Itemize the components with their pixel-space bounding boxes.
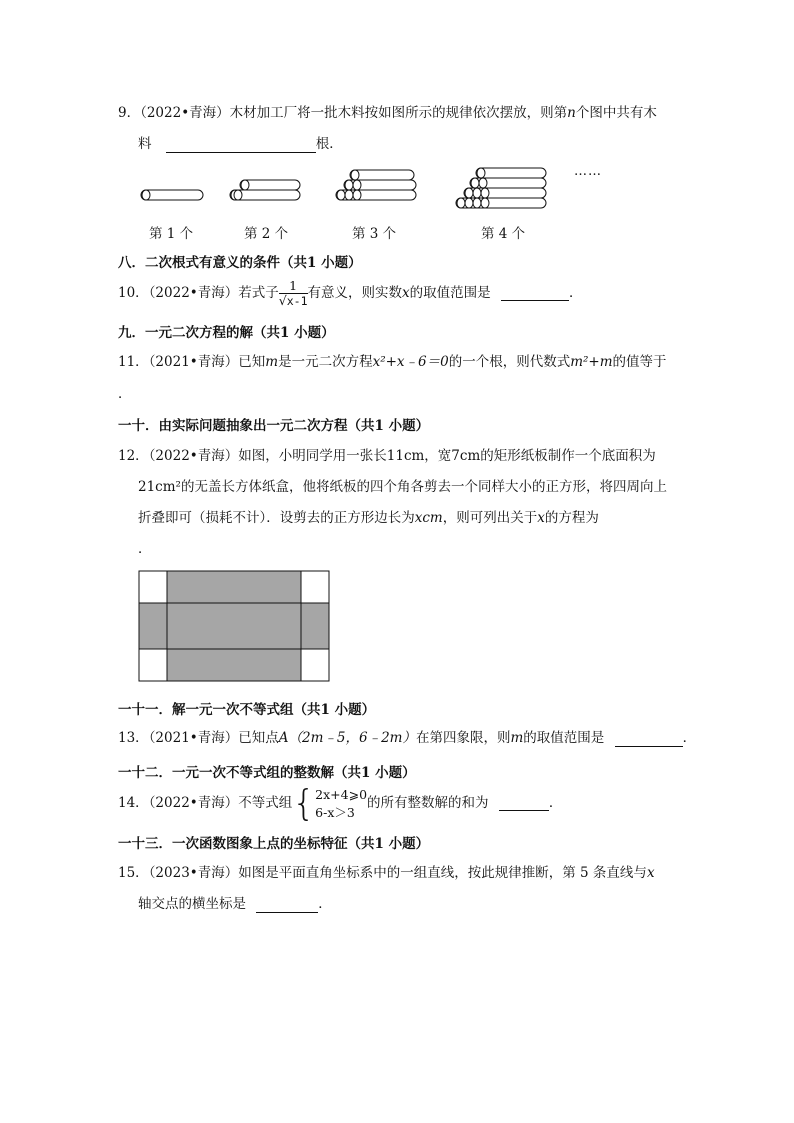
- q15-line1: 15．（2023•青海）如图是平面直角坐标系中的一组直线，按此规律推断，第 5 条直线与x: [118, 865, 655, 881]
- section-heading-13: 一十三．一次函数图象上点的坐标特征（共1 小题）: [118, 836, 430, 852]
- q10-line: 10．（2022•青海）若式子 $\frac{1}{√x-1}$ 有意义，则实数x的取值范围是 ．: [118, 278, 583, 308]
- q9-source: （2022•青海）: [140, 105, 230, 121]
- section-heading-9: 九．一元二次方程的解（共1 小题）: [118, 325, 335, 341]
- q12-line3: 折叠即可（损耗不计）．设剪去的正方形边长为xcm，则可列出关于x的方程为: [138, 510, 599, 526]
- caption-4: 第 4 个: [481, 226, 526, 242]
- q10-fraction: $\frac{1}{√x-1}$: [278, 278, 308, 308]
- q13-line: 13．（2021•青海）已知点A（2m﹣5，6﹣2m）在第四象限，则m的取值范围是 ．: [118, 730, 697, 746]
- section-heading-10: 一十．由实际问题抽象出一元二次方程（共1 小题）: [118, 418, 430, 434]
- q9-ellipsis: ……: [574, 164, 602, 179]
- q15-answer-blank[interactable]: [256, 898, 318, 913]
- q10-answer-blank[interactable]: [501, 286, 569, 301]
- section-heading-11: 一十一．解一元一次不等式组（共1 小题）: [118, 702, 376, 718]
- q13-answer-blank[interactable]: [615, 732, 683, 747]
- q12-figure: [138, 570, 338, 690]
- section-heading-8: 八．二次根式有意义的条件（共1 小题）: [118, 255, 362, 271]
- caption-3: 第 3 个: [352, 226, 397, 242]
- section-heading-12: 一十二．一元一次不等式组的整数解（共1 小题）: [118, 765, 416, 781]
- caption-2: 第 2 个: [244, 226, 289, 242]
- q9-number: 9．: [118, 105, 141, 121]
- q12-line1: 12．（2022•青海）如图，小明同学用一张长11cm，宽7cm的矩形纸板制作一个底面积为: [118, 448, 656, 464]
- q12-line2: 21cm²的无盖长方体纸盒，他将纸板的四个角各剪去一个同样大小的正方形，将四周向上: [138, 479, 667, 495]
- q14-answer-blank[interactable]: [499, 796, 549, 811]
- q9-line2: 料 根．: [138, 136, 343, 152]
- log-figure-3: [336, 170, 416, 200]
- sqrt-icon: √: [278, 293, 287, 308]
- q12-line4: ．: [138, 541, 152, 557]
- caption-1: 第 1 个: [149, 226, 194, 242]
- log-figure-1: [141, 190, 203, 200]
- log-figure-2: [230, 180, 300, 200]
- q14-inequality-system: 2x+4⩾0 6-x＞3: [315, 786, 368, 820]
- q14-line: 14．（2022•青海）不等式组{ 2x+4⩾0 6-x＞3 的所有整数解的和为 ．: [118, 782, 563, 824]
- q11-line2: ．: [118, 386, 132, 402]
- q9-line1: 9．（2022•青海）木材加工厂将一批木料按如图所示的规律依次摆放，则第n个图中共有木: [118, 105, 657, 121]
- left-brace-icon: {: [292, 782, 316, 824]
- log-figure-4: [456, 168, 546, 208]
- q11-line1: 11．（2021•青海）已知m是一元二次方程x²+x﹣6＝0的一个根，则代数式m²+m的值等于: [118, 354, 667, 370]
- q9-figure: [0, 0, 794, 220]
- q15-line2: 轴交点的横坐标是 ．: [138, 896, 332, 912]
